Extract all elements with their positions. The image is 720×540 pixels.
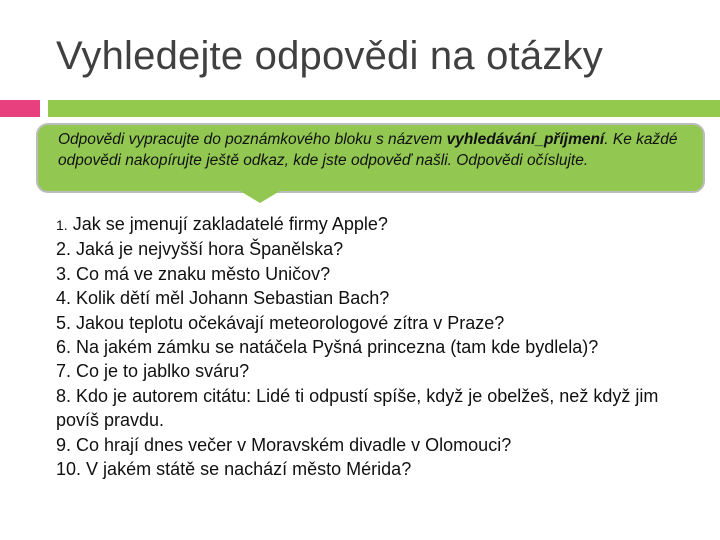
question-number: 4. <box>56 288 72 309</box>
question-text: V jakém státě se nachází město Mérida? <box>86 459 412 480</box>
question-text: Jakou teplotu očekávají meteorologové zítra v Praze? <box>76 312 505 333</box>
question-text: Jak se jmenují zakladatelé firmy Apple? <box>72 214 388 234</box>
question-item <box>56 335 706 359</box>
question-text: Co je to jablko sváru? <box>76 361 250 382</box>
instruction-notebook-name: vyhledávání_příjmení <box>446 131 605 148</box>
accent-bar-pink <box>0 100 40 117</box>
question-text: Kdo je autorem citátu: Lidé ti odpustí spíše, když je obelžeš, než když jim povíš pravdu. <box>56 385 659 431</box>
accent-bar-green <box>48 100 720 117</box>
question-number: 1. <box>56 217 68 233</box>
question-number: 5. <box>56 312 72 333</box>
question-item <box>56 457 706 481</box>
question-item <box>56 286 706 310</box>
callout-pointer <box>240 191 280 203</box>
question-list <box>56 212 706 481</box>
slide-title: Vyhledejte odpovědi na otázky <box>56 34 603 78</box>
question-text: Jaká je nejvyšší hora Španělska? <box>76 239 344 260</box>
question-number: 8. <box>56 385 72 406</box>
question-text: Kolik dětí měl Johann Sebastian Bach? <box>76 288 390 309</box>
question-number: 3. <box>56 263 72 284</box>
question-number: 2. <box>56 239 72 260</box>
question-item <box>56 212 706 237</box>
question-item <box>56 237 706 261</box>
question-item <box>56 384 706 433</box>
question-item <box>56 433 706 457</box>
question-number: 9. <box>56 434 72 455</box>
question-text: Na jakém zámku se natáčela Pyšná princezna (tam kde bydlela)? <box>76 337 599 358</box>
question-number: 7. <box>56 361 72 382</box>
instruction-callout <box>36 123 705 193</box>
question-number: 6. <box>56 337 72 358</box>
question-text: Co hrají dnes večer v Moravském divadle v Olomouci? <box>76 434 512 455</box>
question-item <box>56 262 706 286</box>
question-number: 10. <box>56 459 82 480</box>
question-item <box>56 359 706 383</box>
instruction-text-part2: . Ke každé odpovědi nakopírujte ještě odkaz, kde jste odpověď našli. Odpovědi očíslujte. <box>58 131 678 169</box>
question-text: Co má ve znaku město Uničov? <box>76 263 331 284</box>
instruction-text-part1: Odpovědi vypracujte do poznámkového bloku s názvem <box>58 131 447 148</box>
question-item <box>56 311 706 335</box>
